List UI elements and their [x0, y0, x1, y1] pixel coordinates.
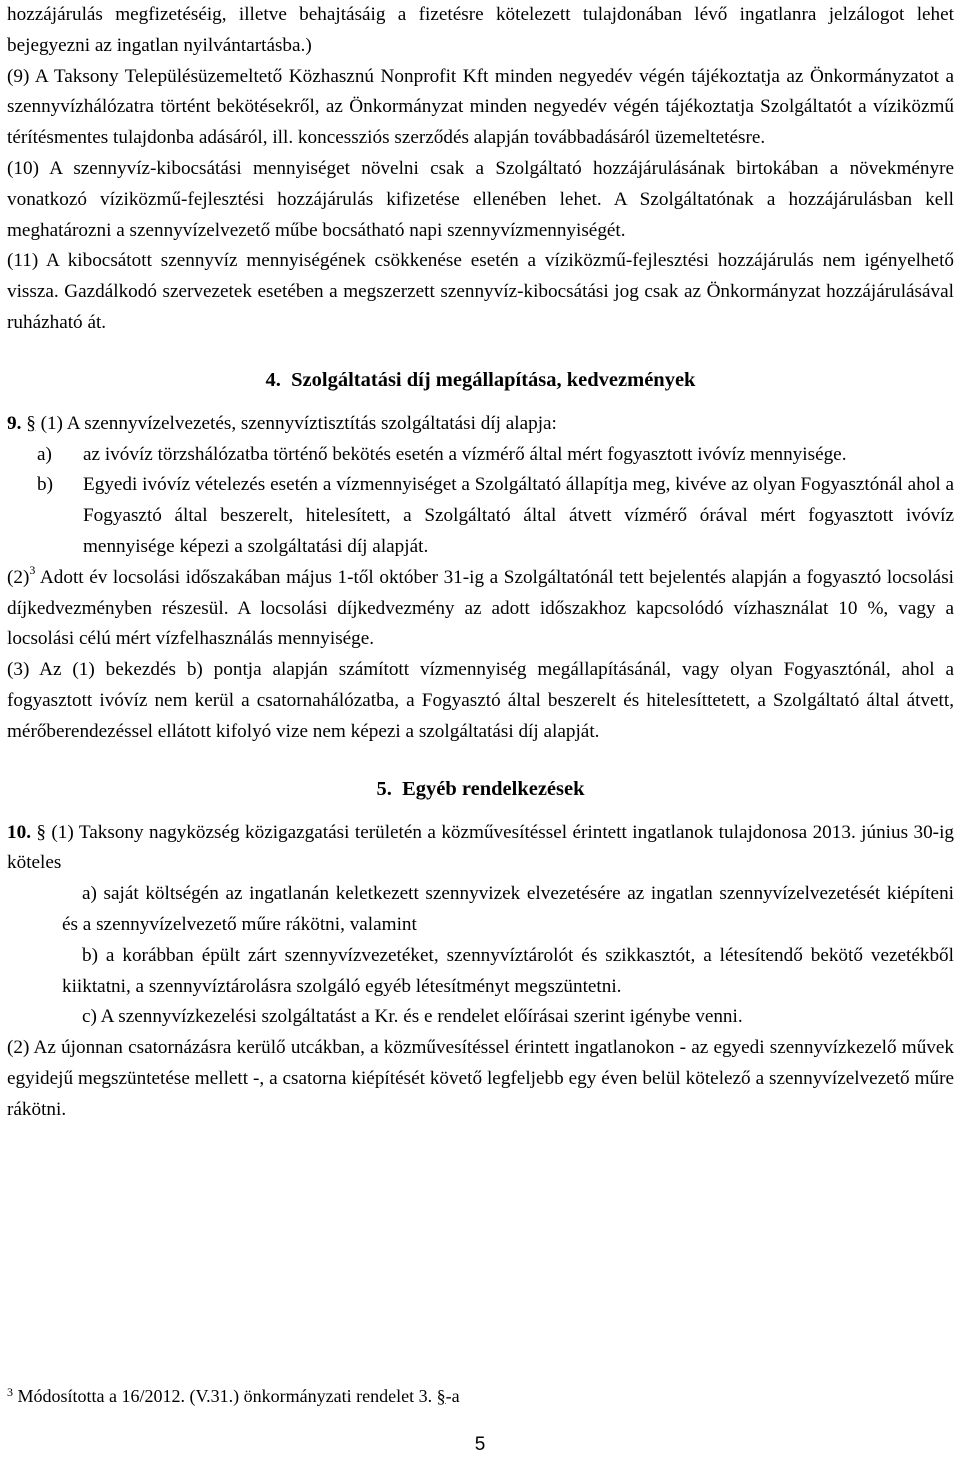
paragraph-label: (2)	[7, 566, 30, 588]
list-item-b: b) a korábban épült zárt szennyvízvezetéket, szennyvíztárolót és szikkasztót, a létesítendő bekötő vezetékből kiiktatni, a szennyvíztárolásra szolgáló egyéb létesítményt megszüntetni.	[62, 944, 954, 997]
paragraph-9-2	[7, 563, 954, 655]
paragraph-10-1	[7, 818, 954, 880]
paragraph-9-1	[7, 409, 954, 440]
document-body	[7, 0, 954, 1126]
paragraph-10-2: (2) Az újonnan csatornázásra kerülő utcákban, a közművesítéssel érintett ingatlanokon - az egyedi szennyvízkezelő művek egyidejű megszüntetése mellett -, a csatorna kiépítését követő legfeljebb egy éven belül kötelező a szennyvízelvezető műre rákötni.	[7, 1037, 954, 1120]
list-item-a: a) saját költségén az ingatlanán keletkezett szennyvizek elvezetésére az ingatlan szennyvízelvezetését kiépíteni és a szennyvízelvezető műre rákötni, valamint	[62, 883, 954, 935]
footnote-mark: 3	[7, 1385, 13, 1399]
paragraph-8-9: (9) A Taksony Településüzemeltető Közhasznú Nonprofit Kft minden negyedév végén tájékoztatja az Önkormányzatot a szennyvízhálózatra történt bekötésekről, az Önkormányzat minden negyedév végén tájékoztatja Szolgáltatót a víziközmű térítésmentes tulajdonba adásáról, ill. koncessziós szerződés alapján továbbadásáról üzemeltetésre.	[7, 65, 954, 149]
page-number: 5	[474, 1434, 486, 1455]
paragraph-9-3: (3) Az (1) bekezdés b) pontja alapján számított vízmennyiség megállapításánál, vagy olyan Fogyasztónál, ahol a fogyasztott ivóvíz nem kerül a csatornahálózatba, a Fogyasztó által beszerelt és hitelesíttetett, a Szolgáltató által átvett, mérőberendezéssel ellátott kifolyó vize nem képezi a szolgáltatási díj alapját.	[7, 659, 954, 742]
paragraph-text: (1) Taksony nagyközség közigazgatási területén a közművesítéssel érintett ingatlanok tulajdonosa 2013. június 30-ig köteles	[7, 821, 954, 874]
heading-title: Szolgáltatási díj megállapítása, kedvezmények	[291, 368, 696, 391]
paragraph-8-10: (10) A szennyvíz-kibocsátási mennyiséget növelni csak a Szolgáltató hozzájárulásának birtokában a növekményre vonatkozó víziközmű-fejlesztési hozzájárulás kifizetése ellenében lehet. A Szolgáltatónak a hozzájárulásban kell meghatározni a szennyvízelvezető műbe bocsátható napi szennyvízmennyiségét.	[7, 157, 954, 241]
list-item-text: az ivóvíz törzshálózatba történő bekötés esetén a vízmérő által mért fogyasztott ivóvíz mennyisége.	[83, 443, 847, 465]
section-number: 10.	[7, 821, 31, 843]
list-item-text: Egyedi ivóvíz vételezés esetén a vízmennyiséget a Szolgáltató állapítja meg, kivéve az olyan Fogyasztónál ahol a Fogyasztó által beszerelt, hitelesített, a Szolgáltató által átvett vízmérő órával mért fogyasztott ivóvíz mennyisége képezi a szolgáltatási díj alapját.	[83, 474, 954, 557]
section-sign: §	[26, 412, 36, 434]
paragraph-label: (1)	[40, 412, 63, 434]
list-item-a	[7, 440, 954, 471]
footnote-tail: -a	[445, 1386, 460, 1406]
paragraph-text: Adott év locsolási időszakában május 1-től október 31-ig a Szolgáltatónál tett bejelentés alapján a fogyasztó locsolási díjkedvezményben részesül. A locsolási díjkedvezmény az adott időszakhoz kapcsolódó vízhasználat 10 %, vagy a locsolási célú mért vízfelhasználás mennyisége.	[7, 566, 954, 650]
list-item-label: a)	[37, 443, 52, 465]
heading-number: 4.	[265, 368, 281, 391]
footnote-text: Módosította a 16/2012. (V.31.) önkormányzati rendelet 3.	[17, 1386, 433, 1406]
heading-title: Egyéb rendelkezések	[402, 777, 585, 800]
section-sign: §	[36, 821, 46, 843]
section-heading-4	[7, 365, 954, 396]
heading-number: 5.	[376, 777, 392, 800]
footnote	[7, 1380, 460, 1408]
section-number: 9.	[7, 412, 22, 434]
list-item-b	[7, 470, 954, 562]
footnote-section-sign: §	[436, 1386, 446, 1406]
paragraph-text: A szennyvízelvezetés, szennyvíztisztítás szolgáltatási díj alapja:	[66, 412, 557, 434]
list-item-label: b)	[37, 474, 53, 496]
section-heading-5	[7, 774, 954, 805]
paragraph-8-8-tail: hozzájárulás megfizetéséig, illetve behajtásáig a fizetésre kötelezett tulajdonában lévő ingatlanra jelzálogot lehet bejegyezni az ingatlan nyilvántartásba.)	[7, 4, 954, 56]
list-item-c: c) A szennyvízkezelési szolgáltatást a Kr. és e rendelet előírásai szerint igénybe venni.	[82, 1006, 743, 1028]
footnote-reference: 3	[29, 562, 36, 577]
paragraph-8-11: (11) A kibocsátott szennyvíz mennyiségének csökkenése esetén a víziközmű-fejlesztési hozzájárulás nem igényelhető vissza. Gazdálkodó szervezetek esetében a megszerzett szennyvíz-kibocsátási jog csak az Önkormányzat hozzájárulásával ruházható át.	[7, 250, 954, 333]
